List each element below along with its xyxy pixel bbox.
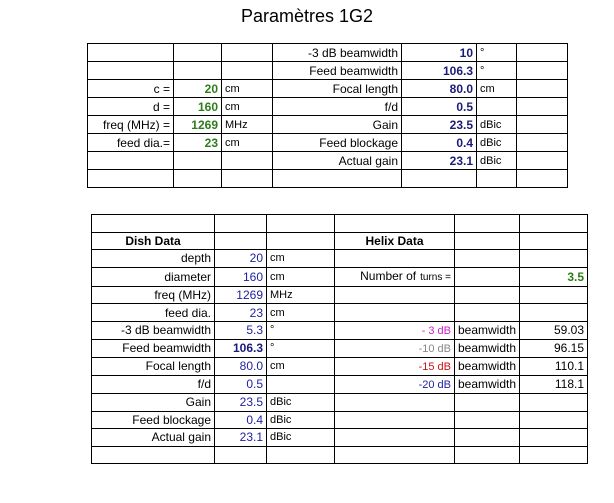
empty-cell[interactable] bbox=[517, 62, 568, 80]
result-value[interactable]: 23.5 bbox=[402, 116, 477, 134]
helix-beam-word[interactable]: beamwidth bbox=[455, 357, 520, 375]
empty-cell[interactable] bbox=[517, 152, 568, 170]
result-value[interactable]: 80.0 bbox=[402, 80, 477, 98]
table-row bbox=[92, 446, 588, 464]
empty-cell[interactable] bbox=[520, 215, 588, 233]
param-unit[interactable]: MHz bbox=[222, 116, 273, 134]
table-row bbox=[88, 152, 568, 170]
param-value[interactable] bbox=[174, 62, 222, 80]
table-row bbox=[92, 286, 588, 304]
empty-cell[interactable] bbox=[455, 232, 520, 250]
empty-cell[interactable] bbox=[517, 134, 568, 152]
dish-value[interactable]: 5.3 bbox=[215, 321, 267, 339]
empty-cell[interactable] bbox=[455, 304, 520, 322]
result-unit[interactable]: cm bbox=[477, 80, 517, 98]
dish-value[interactable]: 23.5 bbox=[215, 393, 267, 411]
beam-db-level: -10 dB bbox=[418, 342, 451, 355]
empty-cell[interactable] bbox=[520, 446, 588, 464]
param-value[interactable]: 1269 bbox=[174, 116, 222, 134]
table-row bbox=[92, 375, 588, 393]
table-row bbox=[88, 134, 568, 152]
empty-cell[interactable] bbox=[520, 232, 588, 250]
empty-cell[interactable] bbox=[92, 446, 215, 464]
helix-beam-label[interactable] bbox=[335, 321, 455, 339]
dish-unit[interactable]: cm bbox=[267, 304, 335, 322]
param-label[interactable]: d = bbox=[88, 98, 174, 116]
turns-label-suffix: turns = bbox=[420, 271, 451, 283]
result-unit[interactable]: dBic bbox=[477, 134, 517, 152]
dish-value[interactable]: 106.3 bbox=[215, 339, 267, 357]
page-title: Paramètres 1G2 bbox=[240, 6, 374, 26]
empty-cell[interactable] bbox=[267, 232, 335, 250]
helix-beam-word[interactable]: beamwidth bbox=[455, 339, 520, 357]
result-label[interactable]: f/d bbox=[273, 98, 402, 116]
result-unit[interactable] bbox=[477, 98, 517, 116]
param-label[interactable] bbox=[88, 152, 174, 170]
beam-db-level: -15 dB bbox=[418, 360, 451, 373]
empty-cell[interactable] bbox=[455, 286, 520, 304]
helix-beam-value[interactable]: 59.03 bbox=[520, 321, 588, 339]
dish-unit[interactable]: cm bbox=[267, 250, 335, 268]
param-label[interactable] bbox=[88, 44, 174, 62]
param-value[interactable] bbox=[174, 44, 222, 62]
turns-value[interactable]: 3.5 bbox=[520, 267, 588, 286]
helix-data-header[interactable]: Helix Data bbox=[335, 232, 455, 250]
param-label[interactable] bbox=[88, 170, 174, 188]
dish-label[interactable]: diameter bbox=[92, 267, 215, 286]
param-label[interactable]: c = bbox=[88, 80, 174, 98]
result-value[interactable]: 0.4 bbox=[402, 134, 477, 152]
param-unit[interactable]: cm bbox=[222, 98, 273, 116]
dish-value[interactable]: 20 bbox=[215, 250, 267, 268]
dish-unit[interactable]: dBic bbox=[267, 393, 335, 411]
empty-cell[interactable] bbox=[335, 215, 455, 233]
empty-cell[interactable] bbox=[517, 44, 568, 62]
table-row bbox=[88, 62, 568, 80]
empty-cell[interactable] bbox=[455, 446, 520, 464]
param-unit[interactable] bbox=[222, 62, 273, 80]
result-value[interactable]: 10 bbox=[402, 44, 477, 62]
table-row bbox=[92, 321, 588, 339]
table-row bbox=[88, 80, 568, 98]
empty-cell[interactable] bbox=[455, 250, 520, 268]
empty-cell[interactable] bbox=[517, 116, 568, 134]
empty-cell[interactable] bbox=[520, 250, 588, 268]
param-unit[interactable]: cm bbox=[222, 134, 273, 152]
dish-unit[interactable]: MHz bbox=[267, 286, 335, 304]
dish-label[interactable]: depth bbox=[92, 250, 215, 268]
empty-cell[interactable] bbox=[215, 215, 267, 233]
empty-cell[interactable] bbox=[517, 80, 568, 98]
param-value[interactable]: 20 bbox=[174, 80, 222, 98]
param-value[interactable]: 23 bbox=[174, 134, 222, 152]
empty-cell[interactable] bbox=[517, 98, 568, 116]
turns-label-text: Number of bbox=[360, 268, 417, 283]
result-value[interactable]: 0.5 bbox=[402, 98, 477, 116]
empty-cell[interactable] bbox=[335, 446, 455, 464]
table-row bbox=[92, 267, 588, 286]
dish-value[interactable]: 160 bbox=[215, 267, 267, 286]
empty-cell[interactable] bbox=[92, 215, 215, 233]
result-label[interactable]: Feed blockage bbox=[273, 134, 402, 152]
result-label[interactable]: Actual gain bbox=[273, 152, 402, 170]
dish-unit[interactable]: dBic bbox=[267, 429, 335, 447]
table-row bbox=[92, 339, 588, 357]
table-row bbox=[92, 411, 588, 429]
empty-cell[interactable] bbox=[335, 393, 455, 411]
dish-label[interactable]: freq (MHz) bbox=[92, 286, 215, 304]
table-row bbox=[88, 98, 568, 116]
dish-unit[interactable]: ° bbox=[267, 321, 335, 339]
dish-unit[interactable]: dBic bbox=[267, 411, 335, 429]
dish-unit[interactable]: cm bbox=[267, 267, 335, 286]
result-label[interactable]: -3 dB beamwidth bbox=[273, 44, 402, 62]
empty-cell[interactable] bbox=[455, 393, 520, 411]
result-value[interactable]: 106.3 bbox=[402, 62, 477, 80]
empty-cell[interactable] bbox=[335, 429, 455, 447]
empty-cell[interactable] bbox=[215, 446, 267, 464]
empty-cell[interactable] bbox=[335, 411, 455, 429]
dish-label[interactable]: f/d bbox=[92, 375, 215, 393]
result-unit[interactable]: dBic bbox=[477, 116, 517, 134]
helix-beam-label[interactable] bbox=[335, 357, 455, 375]
result-label[interactable]: Feed beamwidth bbox=[273, 62, 402, 80]
table-row bbox=[92, 215, 588, 233]
result-unit[interactable]: dBic bbox=[477, 152, 517, 170]
param-value[interactable] bbox=[174, 170, 222, 188]
dish-label[interactable]: -3 dB beamwidth bbox=[92, 321, 215, 339]
param-unit[interactable] bbox=[222, 44, 273, 62]
result-unit[interactable]: ° bbox=[477, 44, 517, 62]
dish-unit[interactable]: cm bbox=[267, 357, 335, 375]
empty-cell[interactable] bbox=[267, 215, 335, 233]
param-value[interactable]: 160 bbox=[174, 98, 222, 116]
param-unit[interactable]: cm bbox=[222, 80, 273, 98]
result-unit[interactable]: ° bbox=[477, 62, 517, 80]
param-value[interactable] bbox=[174, 152, 222, 170]
dish-value[interactable]: 80.0 bbox=[215, 357, 267, 375]
table-row bbox=[88, 44, 568, 62]
dish-data-header[interactable]: Dish Data bbox=[92, 232, 215, 250]
dish-label[interactable]: Feed beamwidth bbox=[92, 339, 215, 357]
table-row bbox=[92, 250, 588, 268]
dish-label[interactable]: feed dia. bbox=[92, 304, 215, 322]
table-row bbox=[92, 393, 588, 411]
dish-unit[interactable]: ° bbox=[267, 339, 335, 357]
dish-unit[interactable] bbox=[267, 375, 335, 393]
empty-cell[interactable] bbox=[455, 267, 520, 286]
result-label[interactable]: Focal length bbox=[273, 80, 402, 98]
beam-db-level: -20 dB bbox=[418, 378, 451, 391]
dish-label[interactable]: Feed blockage bbox=[92, 411, 215, 429]
dish-label[interactable]: Gain bbox=[92, 393, 215, 411]
table-row bbox=[92, 232, 588, 250]
dish-value[interactable]: 0.4 bbox=[215, 411, 267, 429]
result-value[interactable] bbox=[402, 170, 477, 188]
empty-cell[interactable] bbox=[455, 411, 520, 429]
dish-value[interactable]: 23.1 bbox=[215, 429, 267, 447]
beam-db-level: - 3 dB bbox=[421, 324, 451, 337]
param-label[interactable]: freq (MHz) = bbox=[88, 116, 174, 134]
param-unit[interactable] bbox=[222, 152, 273, 170]
param-label[interactable]: feed dia.= bbox=[88, 134, 174, 152]
helix-beam-word[interactable]: beamwidth bbox=[455, 375, 520, 393]
dish-helix-table bbox=[91, 214, 588, 464]
table-row bbox=[92, 357, 588, 375]
helix-beam-value[interactable]: 96.15 bbox=[520, 339, 588, 357]
turns-label[interactable] bbox=[335, 267, 455, 286]
empty-cell[interactable] bbox=[455, 429, 520, 447]
empty-cell[interactable] bbox=[335, 304, 455, 322]
empty-cell[interactable] bbox=[520, 429, 588, 447]
helix-beam-value[interactable]: 118.1 bbox=[520, 375, 588, 393]
dish-value[interactable]: 0.5 bbox=[215, 375, 267, 393]
result-value[interactable]: 23.1 bbox=[402, 152, 477, 170]
dish-value[interactable]: 23 bbox=[215, 304, 267, 322]
empty-cell[interactable] bbox=[267, 446, 335, 464]
param-label[interactable] bbox=[88, 62, 174, 80]
empty-cell[interactable] bbox=[520, 286, 588, 304]
empty-cell[interactable] bbox=[520, 393, 588, 411]
table-row bbox=[88, 170, 568, 188]
result-label[interactable]: Gain bbox=[273, 116, 402, 134]
empty-cell[interactable] bbox=[335, 250, 455, 268]
dish-value[interactable]: 1269 bbox=[215, 286, 267, 304]
result-unit[interactable] bbox=[477, 170, 517, 188]
empty-cell[interactable] bbox=[520, 304, 588, 322]
dish-label[interactable]: Actual gain bbox=[92, 429, 215, 447]
empty-cell[interactable] bbox=[520, 411, 588, 429]
empty-cell[interactable] bbox=[335, 286, 455, 304]
param-unit[interactable] bbox=[222, 170, 273, 188]
dish-label[interactable]: Focal length bbox=[92, 357, 215, 375]
empty-cell[interactable] bbox=[455, 215, 520, 233]
parameters-table bbox=[87, 43, 568, 188]
table-row bbox=[88, 116, 568, 134]
table-row bbox=[92, 304, 588, 322]
helix-beam-word[interactable]: beamwidth bbox=[455, 321, 520, 339]
empty-cell[interactable] bbox=[215, 232, 267, 250]
empty-cell[interactable] bbox=[517, 170, 568, 188]
helix-beam-label[interactable] bbox=[335, 375, 455, 393]
helix-beam-label[interactable] bbox=[335, 339, 455, 357]
result-label[interactable] bbox=[273, 170, 402, 188]
helix-beam-value[interactable]: 110.1 bbox=[520, 357, 588, 375]
table-row bbox=[92, 429, 588, 447]
